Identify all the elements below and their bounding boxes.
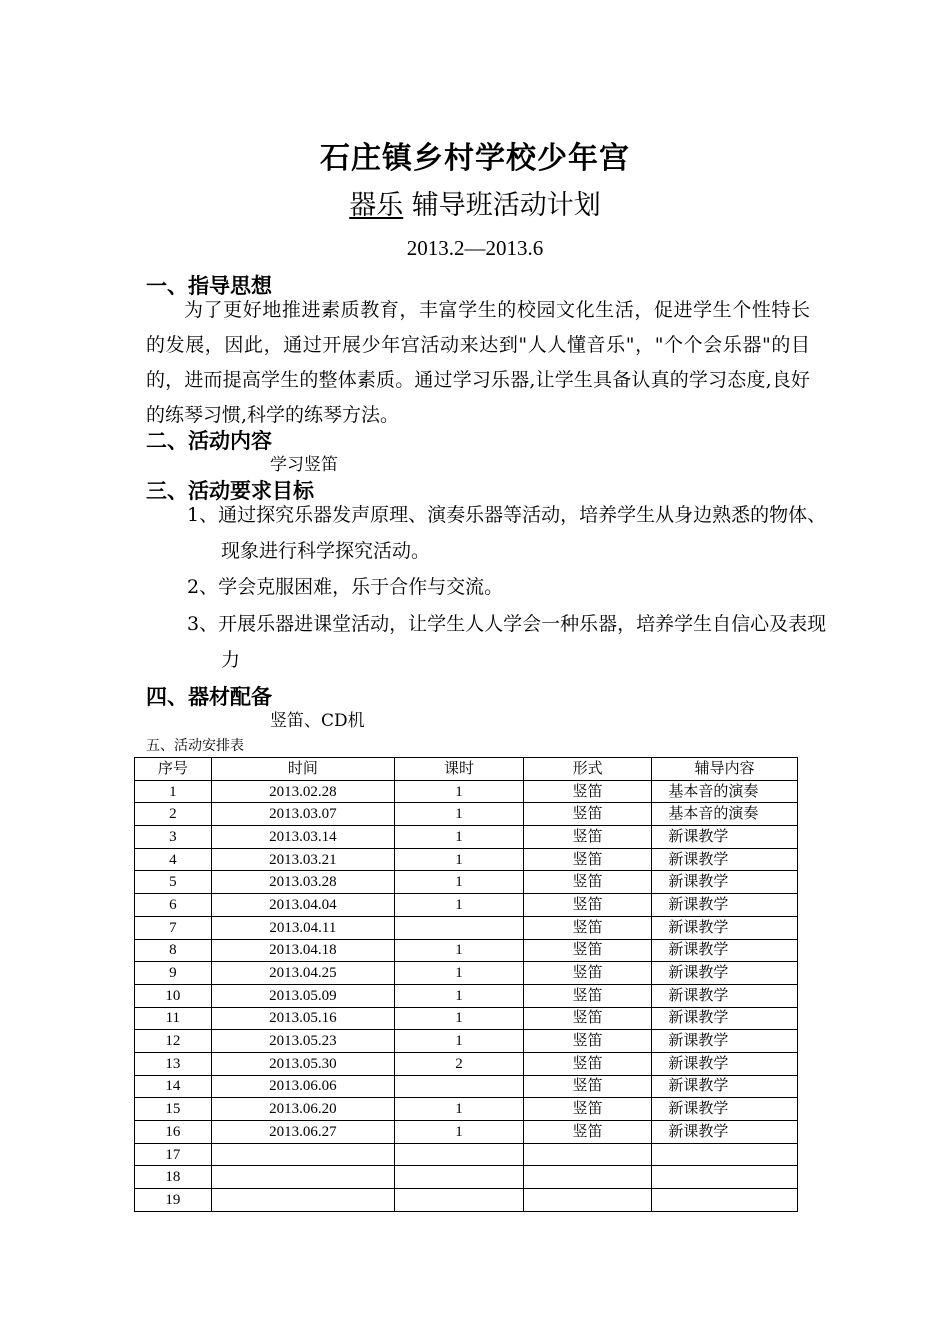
cell-time — [211, 1143, 395, 1166]
cell-hours: 1 — [395, 826, 524, 849]
cell-number: 7 — [135, 916, 212, 939]
table-row — [135, 780, 798, 803]
cell-content: 新课教学 — [652, 962, 798, 985]
table-row — [135, 894, 798, 917]
table-row — [135, 1143, 798, 1166]
subtitle-text: 辅导班活动计划 — [411, 190, 601, 221]
cell-hours — [395, 1075, 524, 1098]
cell-content: 新课教学 — [652, 1007, 798, 1030]
cell-content: 新课教学 — [652, 1030, 798, 1053]
cell-number: 6 — [135, 894, 212, 917]
section-3-heading: 三、活动要求目标 — [146, 479, 314, 503]
cell-number: 16 — [135, 1121, 212, 1144]
table-row — [135, 984, 798, 1007]
cell-hours: 1 — [395, 1007, 524, 1030]
cell-content: 新课教学 — [652, 894, 798, 917]
cell-number: 18 — [135, 1166, 212, 1189]
cell-form: 竖笛 — [523, 962, 652, 985]
table-row — [135, 916, 798, 939]
cell-content — [652, 1166, 798, 1189]
header-form: 形式 — [523, 758, 652, 781]
table-row — [135, 962, 798, 985]
cell-number: 3 — [135, 826, 212, 849]
cell-hours: 1 — [395, 803, 524, 826]
cell-form: 竖笛 — [523, 871, 652, 894]
cell-hours: 1 — [395, 1098, 524, 1121]
schedule-body — [135, 780, 798, 1211]
cell-hours: 1 — [395, 962, 524, 985]
cell-time: 2013.03.14 — [211, 826, 395, 849]
table-row — [135, 848, 798, 871]
cell-content: 新课教学 — [652, 1121, 798, 1144]
cell-content: 新课教学 — [652, 1052, 798, 1075]
document-title: 石庄镇乡村学校少年宫 — [320, 141, 630, 176]
cell-number: 17 — [135, 1143, 212, 1166]
cell-content: 新课教学 — [652, 984, 798, 1007]
cell-content: 新课教学 — [652, 871, 798, 894]
cell-content — [652, 1189, 798, 1212]
section-4-body: 竖笛、CD机 — [270, 711, 365, 731]
cell-content: 基本音的演奏 — [652, 780, 798, 803]
cell-time: 2013.04.04 — [211, 894, 395, 917]
table-row — [135, 939, 798, 962]
cell-time: 2013.03.07 — [211, 803, 395, 826]
cell-form: 竖笛 — [523, 939, 652, 962]
cell-time — [211, 1189, 395, 1212]
requirement-item-2: 2、学会克服困难，乐于合作与交流。 — [187, 576, 504, 598]
cell-hours: 1 — [395, 1121, 524, 1144]
cell-time: 2013.05.16 — [211, 1007, 395, 1030]
table-row — [135, 1098, 798, 1121]
table-row — [135, 826, 798, 849]
cell-form: 竖笛 — [523, 780, 652, 803]
table-row — [135, 1030, 798, 1053]
document-subtitle — [0, 183, 950, 222]
cell-content: 新课教学 — [652, 826, 798, 849]
cell-content — [652, 1143, 798, 1166]
schedule-table — [134, 757, 798, 1212]
subject-name: 器乐 — [349, 190, 404, 221]
cell-form — [523, 1189, 652, 1212]
table-row — [135, 803, 798, 826]
table-row — [135, 1166, 798, 1189]
cell-hours: 2 — [395, 1052, 524, 1075]
cell-form: 竖笛 — [523, 894, 652, 917]
section-1-heading: 一、指导思想 — [146, 274, 272, 298]
cell-time: 2013.04.25 — [211, 962, 395, 985]
cell-form: 竖笛 — [523, 1030, 652, 1053]
table-row — [135, 1007, 798, 1030]
cell-number: 11 — [135, 1007, 212, 1030]
cell-hours: 1 — [395, 984, 524, 1007]
cell-hours: 1 — [395, 939, 524, 962]
cell-form — [523, 1166, 652, 1189]
header-time: 时间 — [211, 758, 395, 781]
cell-number: 19 — [135, 1189, 212, 1212]
cell-number: 10 — [135, 984, 212, 1007]
cell-hours: 1 — [395, 894, 524, 917]
requirement-item-1: 1、通过探究乐器发声原理、演奏乐器等活动，培养学生从身边熟悉的物体、现象进行科学探究活动。 — [187, 504, 827, 562]
cell-time: 2013.04.11 — [211, 916, 395, 939]
cell-form: 竖笛 — [523, 826, 652, 849]
cell-time: 2013.06.20 — [211, 1098, 395, 1121]
cell-number: 5 — [135, 871, 212, 894]
table-row — [135, 1075, 798, 1098]
cell-time: 2013.05.23 — [211, 1030, 395, 1053]
cell-number: 14 — [135, 1075, 212, 1098]
cell-time: 2013.02.28 — [211, 780, 395, 803]
cell-form: 竖笛 — [523, 1075, 652, 1098]
date-range: 2013.2—2013.6 — [406, 236, 544, 260]
cell-hours — [395, 1143, 524, 1166]
cell-hours — [395, 916, 524, 939]
cell-content: 新课教学 — [652, 1098, 798, 1121]
cell-number: 15 — [135, 1098, 212, 1121]
cell-time: 2013.05.09 — [211, 984, 395, 1007]
section-4-heading: 四、器材配备 — [146, 685, 272, 709]
cell-content: 基本音的演奏 — [652, 803, 798, 826]
cell-form: 竖笛 — [523, 1007, 652, 1030]
cell-time: 2013.04.18 — [211, 939, 395, 962]
table-header-row — [135, 758, 798, 781]
table-row — [135, 871, 798, 894]
cell-number: 9 — [135, 962, 212, 985]
table-row — [135, 1189, 798, 1212]
cell-form: 竖笛 — [523, 848, 652, 871]
cell-time: 2013.03.21 — [211, 848, 395, 871]
header-content: 辅导内容 — [652, 758, 798, 781]
table-row — [135, 1052, 798, 1075]
cell-hours: 1 — [395, 1030, 524, 1053]
cell-form: 竖笛 — [523, 916, 652, 939]
cell-content: 新课教学 — [652, 1075, 798, 1098]
schedule-caption: 五、活动安排表 — [146, 738, 244, 754]
cell-number: 1 — [135, 780, 212, 803]
cell-time: 2013.06.27 — [211, 1121, 395, 1144]
cell-hours: 1 — [395, 780, 524, 803]
cell-content: 新课教学 — [652, 939, 798, 962]
cell-form: 竖笛 — [523, 1098, 652, 1121]
cell-number: 4 — [135, 848, 212, 871]
cell-hours — [395, 1189, 524, 1212]
cell-time: 2013.06.06 — [211, 1075, 395, 1098]
cell-content: 新课教学 — [652, 848, 798, 871]
cell-number: 8 — [135, 939, 212, 962]
header-hours: 课时 — [395, 758, 524, 781]
cell-hours — [395, 1166, 524, 1189]
cell-form — [523, 1143, 652, 1166]
cell-hours: 1 — [395, 871, 524, 894]
cell-number: 2 — [135, 803, 212, 826]
cell-hours: 1 — [395, 848, 524, 871]
section-2-body: 学习竖笛 — [270, 455, 338, 475]
requirement-item-3: 3、开展乐器进课堂活动，让学生人人学会一种乐器，培养学生自信心及表现力 — [187, 613, 827, 671]
cell-form: 竖笛 — [523, 803, 652, 826]
cell-number: 13 — [135, 1052, 212, 1075]
cell-time — [211, 1166, 395, 1189]
cell-form: 竖笛 — [523, 1052, 652, 1075]
cell-time: 2013.03.28 — [211, 871, 395, 894]
table-row — [135, 1121, 798, 1144]
section-2-heading: 二、活动内容 — [146, 429, 272, 453]
cell-content: 新课教学 — [652, 916, 798, 939]
cell-form: 竖笛 — [523, 1121, 652, 1144]
header-number: 序号 — [135, 758, 212, 781]
cell-number: 12 — [135, 1030, 212, 1053]
cell-form: 竖笛 — [523, 984, 652, 1007]
section-1-body: 为了更好地推进素质教育，丰富学生的校园文化生活，促进学生个性特长的发展，因此，通过开展少年宫活动来达到"人人懂音乐"，"个个会乐器"的目的，进而提高学生的整体素质。通过学习乐器,让学生具备认真的学习态度,良好的练琴习惯,科学的练琴方法。 — [146, 299, 810, 426]
cell-time: 2013.05.30 — [211, 1052, 395, 1075]
